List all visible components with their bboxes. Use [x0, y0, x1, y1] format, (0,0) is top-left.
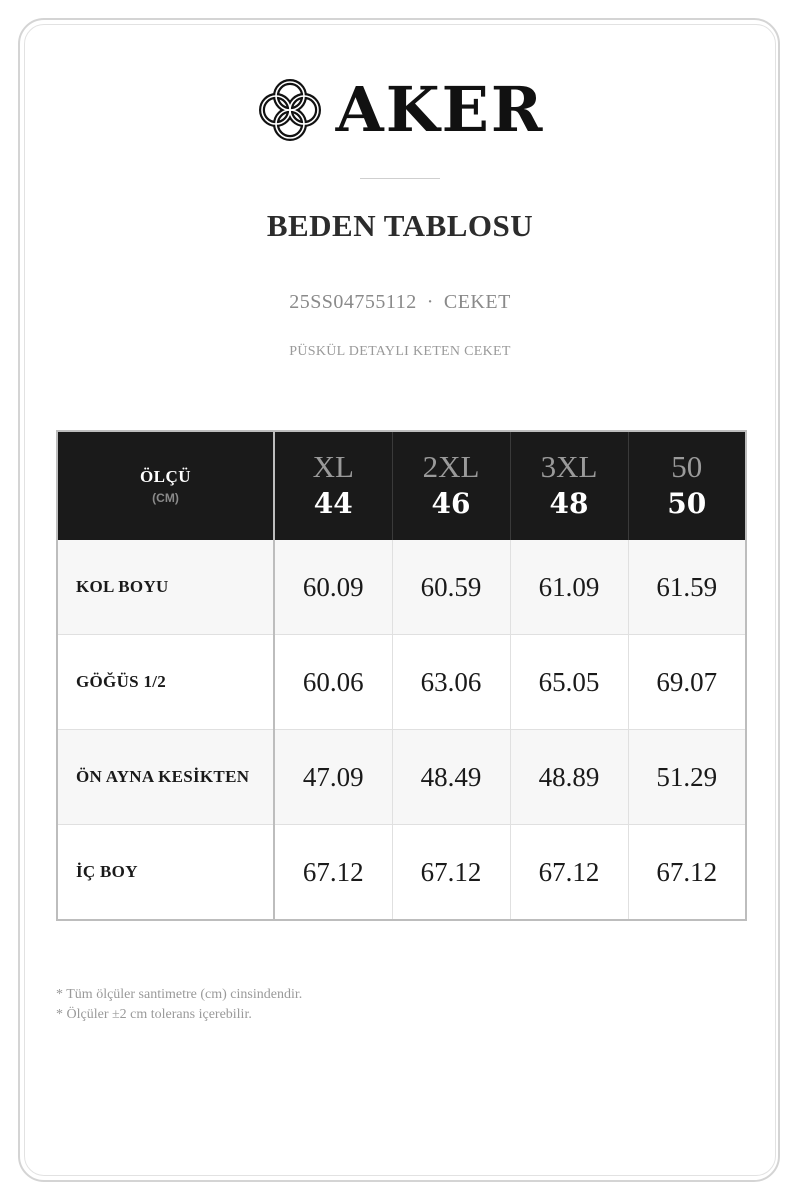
measurement-cell: 63.06: [392, 635, 510, 730]
size-number: 46: [431, 487, 471, 520]
measurement-cell: 51.29: [628, 730, 746, 825]
measurement-cell: 60.09: [274, 540, 392, 635]
measurement-cell: 67.12: [274, 825, 392, 921]
measurement-cell: 67.12: [656, 856, 718, 887]
page-title: BEDEN TABLOSU: [266, 208, 534, 243]
header-label: ÖLÇÜ: [139, 467, 192, 486]
measurement-cell: 60.06: [274, 635, 392, 730]
size-number: 44: [313, 487, 353, 520]
table-row: [57, 825, 746, 921]
measurement-cell: 69.07: [628, 635, 746, 730]
size-column-header: [274, 431, 392, 540]
footnote: * Ölçüler ±2 cm tolerans içerebilir.: [56, 1007, 252, 1022]
table-row: [57, 635, 746, 730]
row-label: İÇ BOY: [57, 825, 274, 921]
measurement-cell: 61.09: [510, 540, 628, 635]
size-name: 3XL: [540, 449, 598, 484]
size-column-header: [510, 431, 628, 540]
footnote: * Tüm ölçüler santimetre (cm) cinsindendir.: [56, 987, 303, 1002]
brand-name: AKER: [335, 73, 545, 146]
measurement-cell: 67.12: [510, 825, 628, 921]
table-row: [57, 730, 746, 825]
measurement-cell: 60.59: [392, 540, 510, 635]
table-header-row: [57, 431, 746, 540]
row-label: KOL BOYU: [57, 540, 274, 635]
size-number: 48: [549, 487, 589, 520]
size-name: 2XL: [422, 449, 480, 484]
row-label: ÖN AYNA KESİKTEN: [57, 730, 274, 825]
aker-knot-logo-icon: [256, 76, 324, 144]
product-description: PÜSKÜL DETAYLI KETEN CEKET: [289, 344, 511, 359]
table-row: [57, 540, 746, 635]
size-name: XL: [312, 449, 354, 484]
row-label: GÖĞÜS 1/2: [57, 635, 274, 730]
footnotes: [56, 985, 302, 1025]
measurement-cell: 67.12: [392, 825, 510, 921]
measurement-cell: 47.09: [274, 730, 392, 825]
size-name: 50: [671, 449, 703, 484]
size-column-header: [628, 431, 746, 540]
product-code: 25SS04755112: [289, 291, 417, 313]
product-category: CEKET: [443, 291, 511, 313]
size-column-header: [392, 431, 510, 540]
measurement-cell: 65.05: [510, 635, 628, 730]
size-table: [56, 430, 747, 921]
measurement-cell: 48.49: [392, 730, 510, 825]
brand-header: [0, 73, 800, 146]
header-measure-cell: [57, 431, 274, 540]
product-meta: [0, 291, 800, 314]
header-unit: (CM): [152, 491, 179, 505]
measurement-cell: 61.59: [628, 540, 746, 635]
title-divider: [360, 178, 440, 179]
size-number: 50: [667, 487, 707, 520]
meta-separator: ·: [426, 291, 434, 313]
measurement-cell: 48.89: [510, 730, 628, 825]
